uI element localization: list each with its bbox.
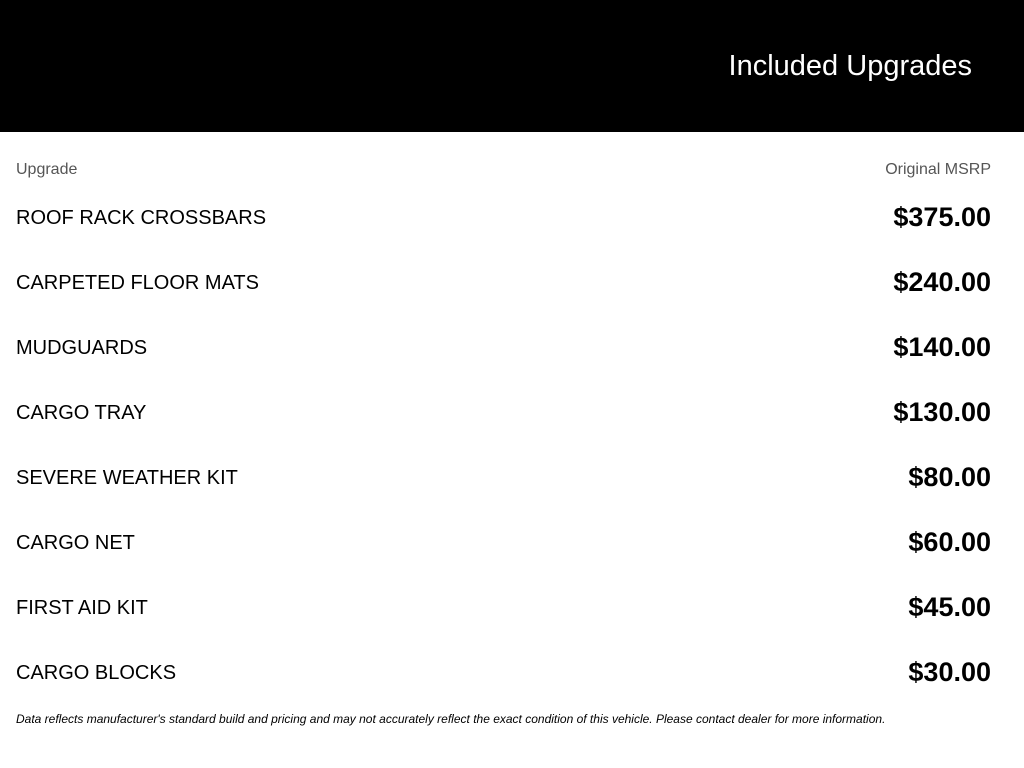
disclaimer-text: Data reflects manufacturer's standard build and pricing and may not accurately reflect the exact condition of this vehicle. Please contact dealer for more information. xyxy=(16,712,886,726)
upgrade-name: MUDGUARDS xyxy=(16,337,148,359)
upgrade-price: $60.00 xyxy=(908,527,991,557)
page-title: Included Upgrades xyxy=(728,50,972,82)
upgrade-price: $240.00 xyxy=(893,267,991,297)
header-bar xyxy=(0,0,1024,132)
table-row xyxy=(0,575,1024,640)
table-row xyxy=(0,185,1024,250)
upgrade-name: FIRST AID KIT xyxy=(16,597,148,619)
upgrade-price: $375.00 xyxy=(893,202,991,232)
upgrade-price: $45.00 xyxy=(908,592,991,622)
upgrade-price: $30.00 xyxy=(908,657,991,687)
column-header-msrp: Original MSRP xyxy=(885,161,991,178)
column-header-upgrade: Upgrade xyxy=(16,161,78,178)
table-row xyxy=(0,380,1024,445)
upgrade-name: ROOF RACK CROSSBARS xyxy=(16,207,267,229)
upgrade-price: $130.00 xyxy=(893,397,991,427)
upgrade-price: $140.00 xyxy=(893,332,991,362)
upgrade-name: CARGO NET xyxy=(16,532,135,554)
table-row xyxy=(0,250,1024,315)
upgrade-name: CARPETED FLOOR MATS xyxy=(16,272,259,294)
table-row xyxy=(0,315,1024,380)
upgrade-price: $80.00 xyxy=(908,462,991,492)
upgrades-list xyxy=(0,185,1024,705)
table-row xyxy=(0,445,1024,510)
table-row xyxy=(0,510,1024,575)
upgrade-name: CARGO BLOCKS xyxy=(16,662,177,684)
upgrade-name: CARGO TRAY xyxy=(16,402,147,424)
table-row xyxy=(0,640,1024,705)
upgrade-name: SEVERE WEATHER KIT xyxy=(16,467,238,489)
